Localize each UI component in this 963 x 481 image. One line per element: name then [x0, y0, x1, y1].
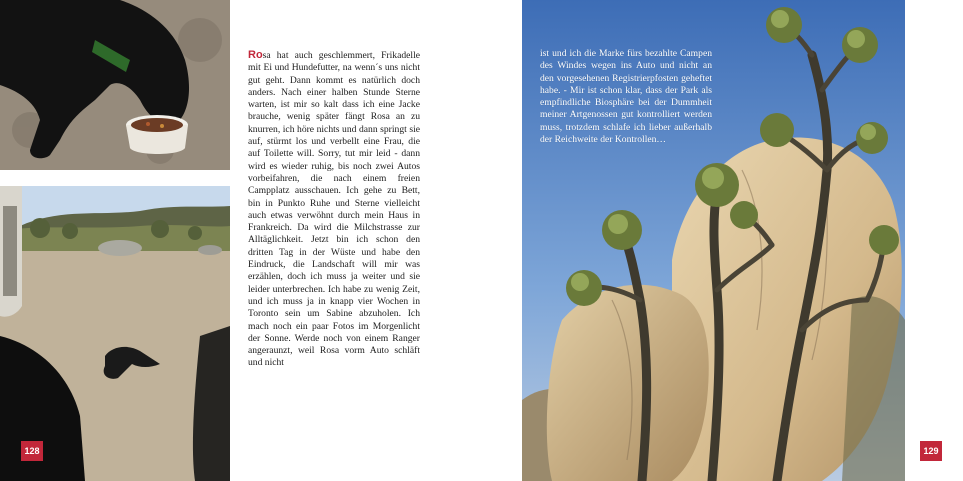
body-paragraph [248, 49, 420, 370]
page-number-right: 129 [920, 441, 942, 461]
dog-eating-illustration [0, 0, 230, 170]
page-number-left: 128 [21, 441, 43, 461]
drop-cap: Ro [248, 49, 263, 61]
body-text-column [248, 49, 420, 370]
desert-camp-photo [0, 186, 230, 481]
body-text: sa hat auch geschlemmert, Frikadelle mit Ei und Hundefutter, na wenn´s uns nicht gut geht. Dann kommt es natürlich doch anders. Nach einer halben Stunde Sterne warten, ist mir so kalt dass ich eine Jacke brauche, wenig später fängt Rosa an zu knurren, ich höre nichts und dann springt sie auf, stürmt los und verbellt eine Frau, die auf Toilette will. Sorry, tut mir leid - dann wird es wieder ruhig, bis noch zwei Autos vorbeifahren, die nach einem freien Campplatz ausschauen. Ich gehe zu Bett, bin in Punkto Ruhe und Sterne vielleicht auch etwas verwöhnt durch mein Haus in Frankreich. Da wird die Milchstrasse zur Alltäglichkeit. Jetzt bin ich schon den dritten Tag in der Wüste und habe den Eindruck, die Landschaft will mir was erzählen, doch ich muss ja weiter und sie leider unterbrechen. Ich habe zu wenig Zeit, und ich muss ja in knapp vier Wochen in Toronto sein um Sabine abzuholen. Ich mach noch ein paar Fotos im Morgenlicht der Sonne. Werde noch von einem Ranger angeraunzt, weil Rosa vorm Auto schläft und nicht [248, 50, 420, 369]
dog-eating-photo [0, 0, 230, 170]
desert-camp-illustration [0, 186, 230, 481]
overlay-text-column [540, 48, 712, 146]
overlay-paragraph: ist und ich die Marke fürs bezahlte Campen des Windes wegen ins Auto und nicht an den vorgesehenen Registrierpfosten geheftet habe. - Mir ist schon klar, dass der Park als empfindliche Biosphäre bei der Dummheit meiner Artgenossen gut kontrolliert werden muss, trotzdem schlafe ich lieber außerhalb der Reichweite der Kontrollen… [540, 48, 712, 146]
